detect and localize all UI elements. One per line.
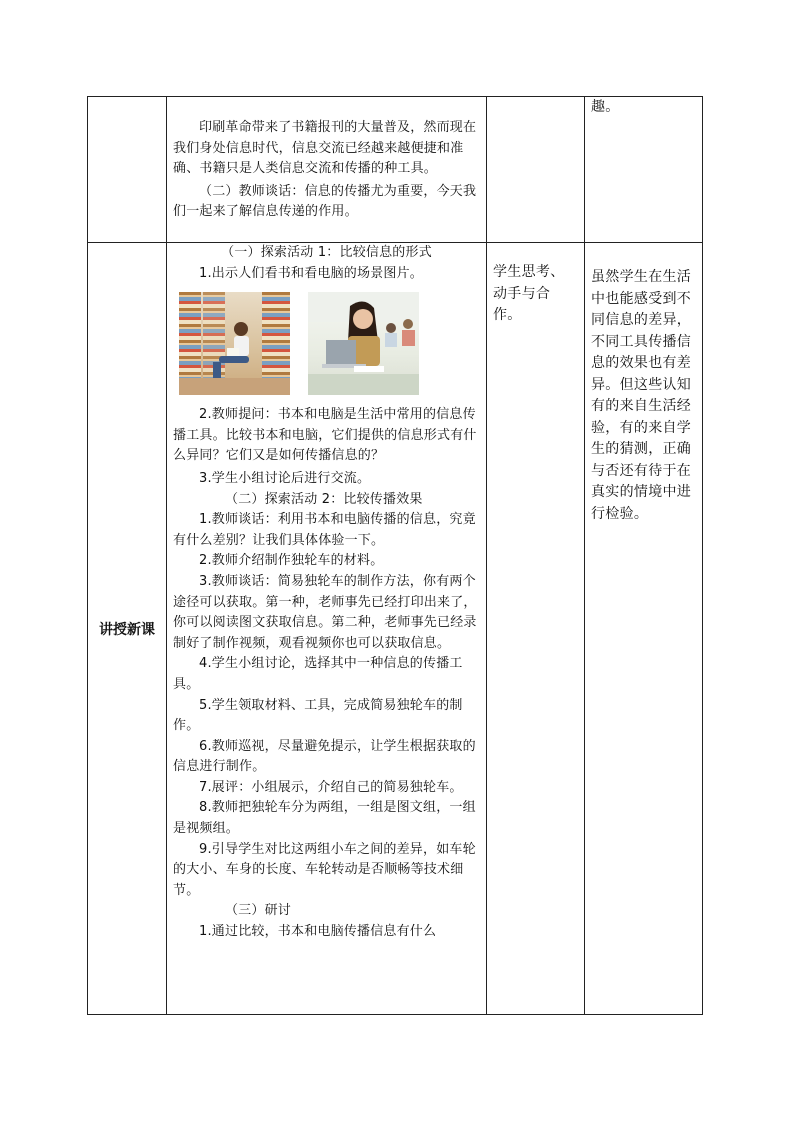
activity2-step-8: 8.教师把独轮车分为两组，一组是图文组，一组是视频组。 — [173, 800, 476, 837]
activity1-discussion: 3.学生小组讨论后进行交流。 — [199, 470, 371, 486]
intro-label-cell — [88, 97, 167, 243]
activity2-title: （二）探索活动 2：比较传播效果 — [225, 491, 423, 507]
activity2-step-4: 4.学生小组讨论，选择其中一种信息的传播工具。 — [173, 656, 463, 692]
intro-content-cell — [167, 97, 487, 243]
intro-paragraph-1: 印刷革命带来了书籍报刊的大量普及，然而现在我们身处信息时代，信息交流已经越来越便捷和准确、书籍只是人类信息交流和传播的种工具。 — [173, 120, 477, 177]
table-row-intro — [88, 97, 703, 243]
activity2-step-1: 1.教师谈话：利用书本和电脑传播的信息，究竟有什么差别？让我们具体体验一下。 — [173, 512, 476, 548]
scene-photos — [173, 284, 480, 405]
intro-paragraph-2: （二）教师谈话：信息的传播尤为重要，今天我们一起来了解信息传递的作用。 — [173, 183, 477, 220]
activity3-step-1: 1.通过比较，书本和电脑传播信息有什么 — [199, 924, 437, 940]
intro-intent-cell — [585, 97, 703, 243]
intro-student-cell — [487, 97, 585, 243]
activity3-title: （三）研讨 — [225, 903, 292, 919]
activity1-step1: 1.出示人们看书和看电脑的场景图片。 — [199, 265, 424, 281]
woman-laptop-photo-icon — [308, 292, 419, 395]
design-intent-cell — [585, 243, 703, 1015]
library-reading-photo-icon — [179, 292, 290, 395]
student-activity-cell — [487, 243, 585, 1015]
activity2-step-2: 2.教师介绍制作独轮车的材料。 — [199, 553, 384, 569]
activity2-step-3: 3.教师谈话：简易独轮车的制作方法，你有两个途径可以获取。第一种，老师事先已经打印出来了，你可以阅读图文获取信息。第二种，老师事先已经录制好了制作视频，观看视频你也可以获取信息。 — [173, 573, 477, 651]
activity2-step-5: 5.学生领取材料、工具，完成简易独轮车的制作。 — [173, 697, 463, 734]
student-activity-text: 学生思考、动手与合作。 — [493, 264, 565, 323]
activity2-step-9: 9.引导学生对比这两组小车之间的差异，如车轮的大小、车身的长度、车轮转动是否顺畅等技术细节。 — [173, 841, 476, 898]
activity2-step-7: 7.展评：小组展示，介绍自己的简易独轮车。 — [199, 779, 463, 795]
intro-intent-text: 趣。 — [591, 99, 620, 115]
section-label-cell — [88, 243, 167, 1015]
lesson-content-cell — [167, 243, 487, 1015]
lesson-plan-table — [87, 96, 703, 1015]
design-intent-text: 虽然学生在生活中也能感受到不同信息的差异，不同工具传播信息的效果也有差异。但这些认知有的来自生活经验，有的来自学生的猜测，正确与否还有待于在真实的情境中进行检验。 — [591, 269, 692, 522]
activity1-question: 2.教师提问：书本和电脑是生活中常用的信息传播工具。比较书本和电脑，它们提供的信息形式有什么异同？它们又是如何传播信息的？ — [173, 407, 477, 464]
activity1-title: （一）探索活动 1：比较信息的形式 — [221, 245, 432, 260]
activity2-step-6: 6.教师巡视，尽量避免提示，让学生根据获取的信息进行制作。 — [173, 738, 476, 775]
table-row-new-lesson — [88, 243, 703, 1015]
section-label: 讲授新课 — [99, 621, 155, 638]
